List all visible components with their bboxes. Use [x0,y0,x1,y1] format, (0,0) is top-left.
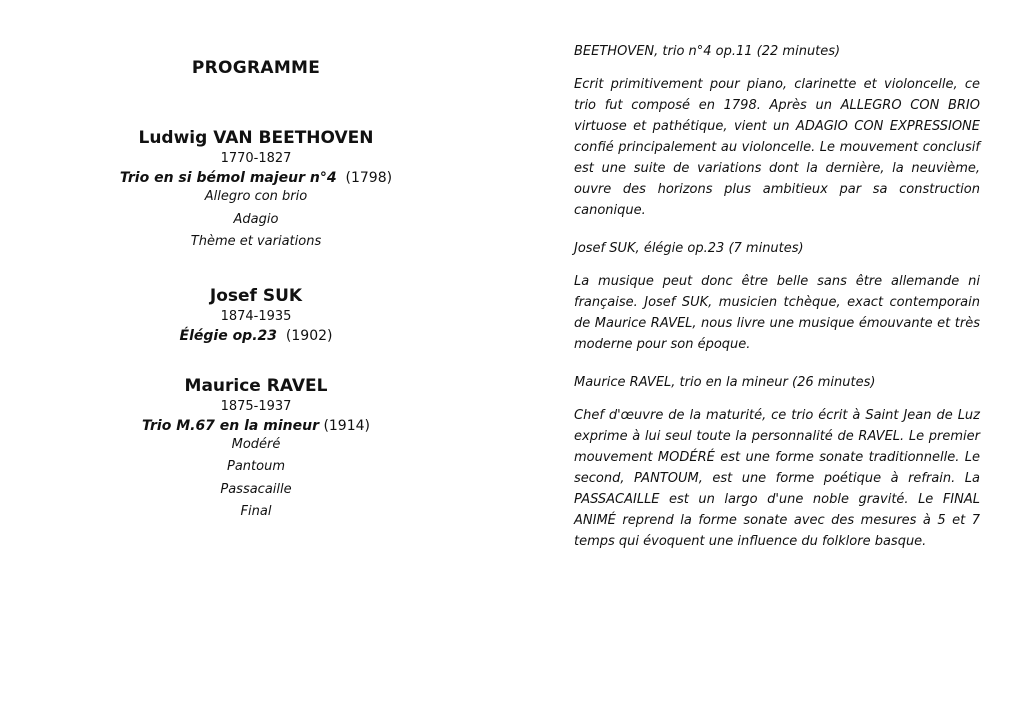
composer-dates: 1874-1935 [220,308,292,324]
work-year: (1914) [323,417,370,434]
composer-block-suk [60,286,452,344]
programme-title: PROGRAMME [191,58,321,78]
note-heading-ravel: Maurice RAVEL, trio en la mineur (26 minutes) [574,375,876,390]
note-text-suk: La musique peut donc être belle sans être allemande ni française. Josef SUK, musicien tchèque, exact contemporain de Maurice RAVEL, nous livre une musique émouvante et très moderne pour son époque. [574,274,980,352]
composer-block-ravel [60,376,452,524]
composer-name: Maurice RAVEL [184,375,328,396]
composer-name: Josef SUK [209,285,303,306]
note-text-beethoven: Ecrit primitivement pour piano, clarinette et violoncelle, ce trio fut composé en 1798. Après un ALLEGRO CON BRIO virtuose et pathétique, vient un ADAGIO CON EXPRESSIONE confié principalement au violoncelle. Le mouvement conclusif est une suite de variations dont la dernière, la neuvième, ouvre des horizons plus ambitieux par sa construction canonique. [574,77,980,218]
note-heading-beethoven: BEETHOVEN, trio n°4 op.11 (22 minutes) [574,44,841,59]
work-title: Trio M.67 en la mineur [141,417,319,434]
composer-dates: 1875-1937 [220,398,292,414]
work-title: Trio en si bémol majeur n°4 [119,170,337,186]
composer-name: Ludwig VAN BEETHOVEN [138,128,374,148]
work-title: Élégie op.23 [179,327,278,344]
movement: Thème et variations [190,234,322,249]
composer-dates: 1770-1827 [220,151,292,166]
note-text-ravel: Chef d'œuvre de la maturité, ce trio écrit à Saint Jean de Luz exprime à lui seul toute la personnalité de RAVEL. Le premier mouvement MODÉRÉ est une forme sonate traditionnelle. Le second, PANTOUM, est une forme poétique à refrain. La PASSACAILLE est un largo d'une noble gravité. Le FINAL ANIMÉ reprend la forme sonate avec des mesures à 5 et 7 temps qui évoquent une influence du folklore basque. [574,408,980,549]
programme-column [60,58,452,556]
movement: Modéré [231,436,281,452]
notes-column [574,42,980,570]
work-year: (1798) [345,170,393,186]
work-line [60,328,452,344]
composer-block-beethoven [60,128,452,254]
note-heading-suk: Josef SUK, élégie op.23 (7 minutes) [574,241,804,256]
movement: Pantoum [227,459,285,474]
movement: Final [240,504,272,519]
work-year: (1902) [285,327,333,344]
movement: Allegro con brio [204,189,308,204]
work-line [60,418,452,434]
movement: Adagio [233,211,279,227]
work-line [60,170,452,186]
movement: Passacaille [220,481,292,497]
